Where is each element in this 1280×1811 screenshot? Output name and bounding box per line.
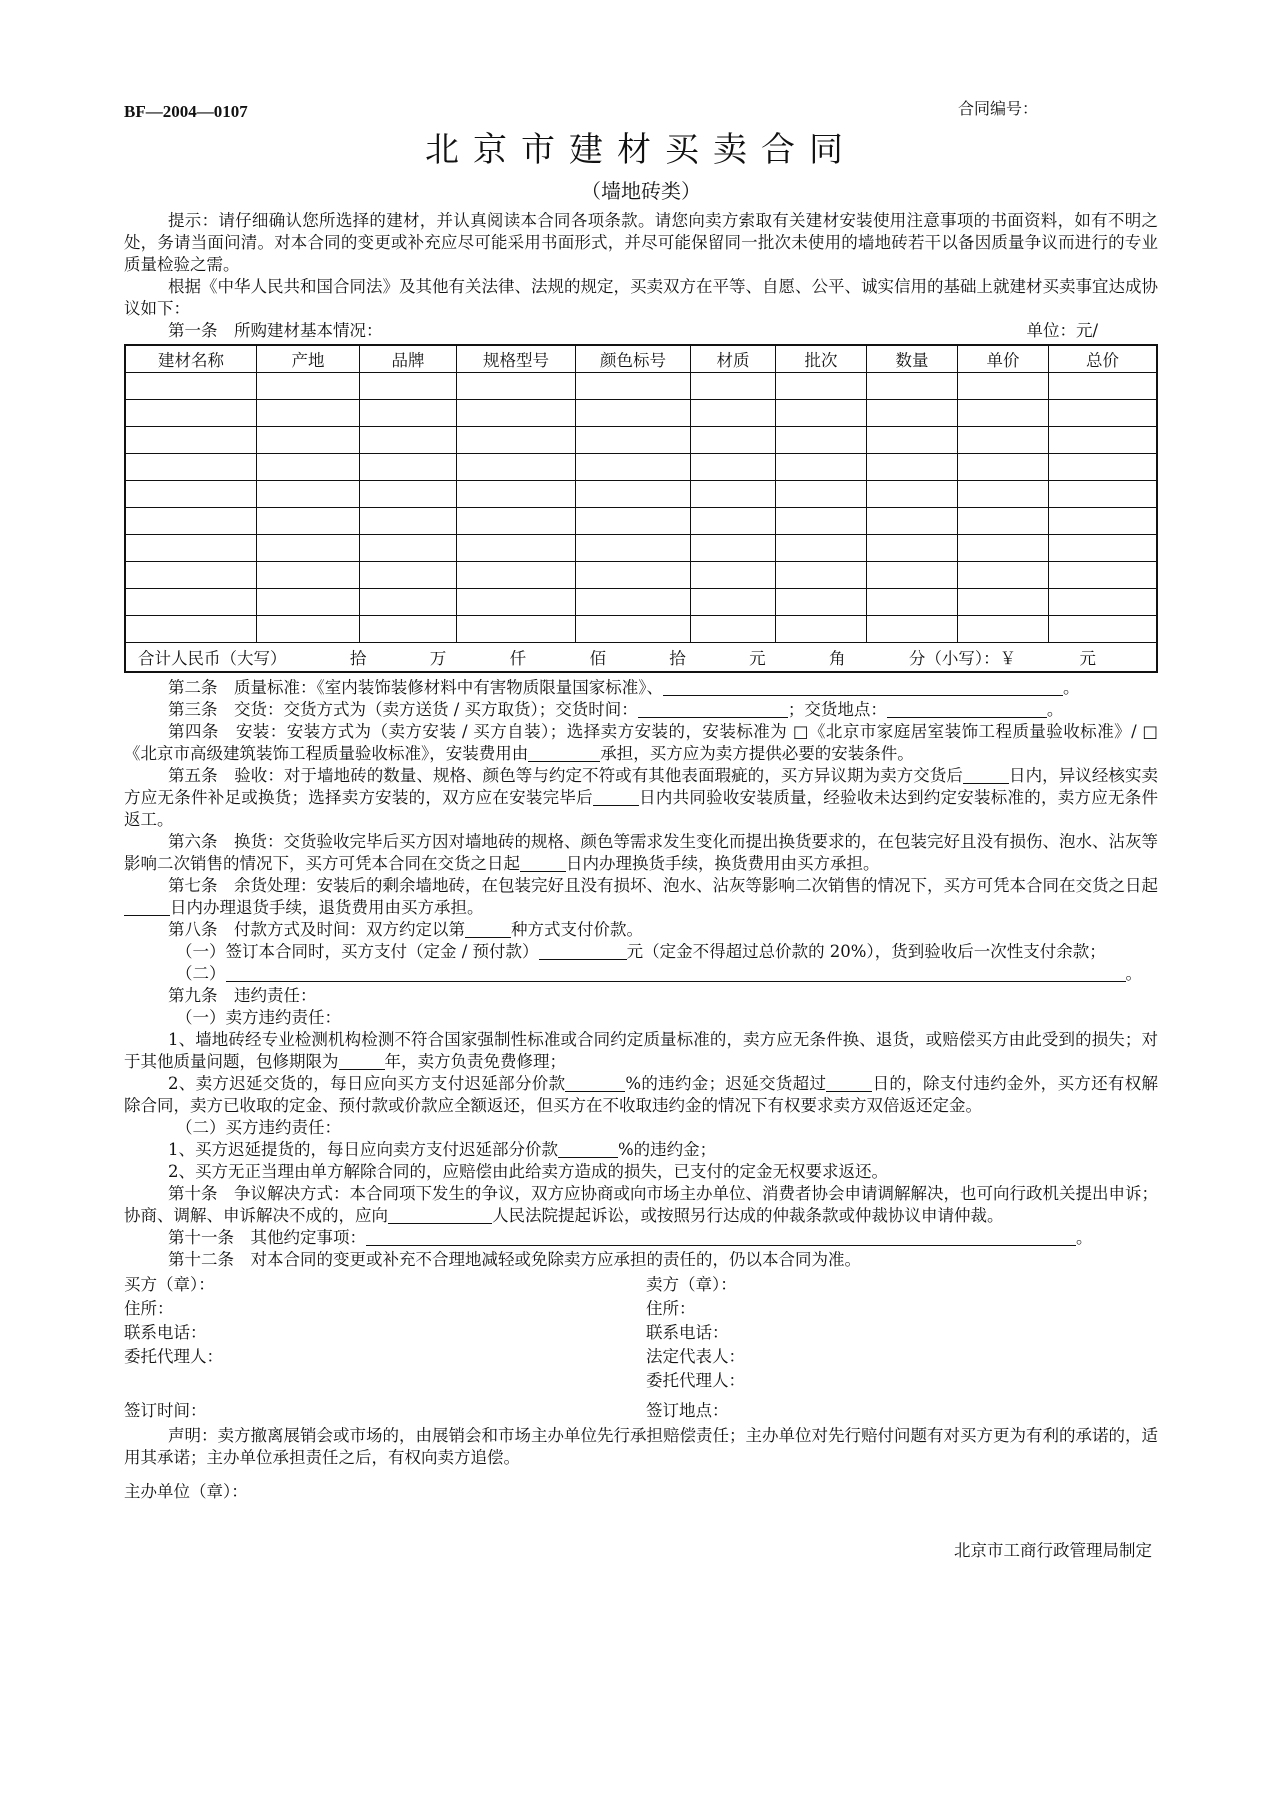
article-2 — [124, 677, 1158, 699]
delay-days-field[interactable] — [826, 1073, 872, 1092]
table-cell[interactable] — [576, 481, 691, 508]
col-header: 数量 — [867, 345, 958, 373]
table-cell[interactable] — [457, 535, 576, 562]
payment-method-2-field[interactable] — [226, 963, 1126, 982]
table-cell[interactable] — [691, 535, 776, 562]
total-cell[interactable] — [125, 643, 1157, 673]
article-2-text: 第二条 质量标准：《室内装饰装修材料中有害物质限量国家标准》、 — [168, 678, 663, 697]
signature-block — [124, 1273, 1158, 1393]
table-cell[interactable] — [691, 454, 776, 481]
table-cell[interactable] — [457, 427, 576, 454]
table-cell[interactable] — [867, 535, 958, 562]
article-8-text-b: 种方式支付价款。 — [511, 920, 643, 939]
article-5 — [124, 765, 1158, 831]
table-row — [125, 535, 1157, 562]
table-cell[interactable] — [457, 400, 576, 427]
total-unit: 元 — [1079, 649, 1096, 668]
table-cell[interactable] — [958, 454, 1049, 481]
table-cell[interactable] — [257, 616, 360, 643]
period: 。 — [1076, 1228, 1093, 1247]
table-cell[interactable] — [257, 589, 360, 616]
article-3-text: 第三条 交货：交货方式为（卖方送货 / 买方取货）；交货时间： — [168, 700, 638, 719]
seller-phone-label: 联系电话： — [646, 1323, 729, 1342]
article-10-text-b: 人民法院提起诉讼，或按照另行达成的仲裁条款或仲裁协议申请仲裁。 — [492, 1206, 1004, 1225]
table-cell[interactable] — [457, 373, 576, 400]
buyer-liability-1-text-b: %的违约金； — [618, 1140, 717, 1159]
total-unit: 角 — [829, 649, 846, 668]
table-cell[interactable] — [958, 535, 1049, 562]
total-unit: 拾 — [669, 649, 686, 668]
article-8-item-1-text: （一）签订本合同时，买方支付（定金 / 预付款） — [176, 942, 539, 961]
total-unit: 万 — [429, 649, 447, 668]
table-cell[interactable] — [257, 427, 360, 454]
table-cell[interactable] — [257, 400, 360, 427]
buyer-liability-1-text: 1、买方迟延提货的，每日应向卖方支付迟延部分价款 — [168, 1140, 558, 1159]
deposit-amount-field[interactable] — [539, 941, 627, 960]
table-cell[interactable] — [360, 589, 457, 616]
seller-agent-label: 委托代理人： — [646, 1371, 745, 1390]
form-code: BF—2004—0107 — [124, 102, 248, 121]
table-cell[interactable] — [776, 616, 867, 643]
table-cell[interactable] — [1049, 481, 1158, 508]
table-cell[interactable] — [1049, 427, 1158, 454]
table-cell[interactable] — [691, 400, 776, 427]
buyer-agent-label: 委托代理人： — [124, 1347, 223, 1366]
intro-basis: 根据《中华人民共和国合同法》及其他有关法律、法规的规定，买卖双方在平等、自愿、公平、诚实信用的基础上就建材买卖事宜达成协议如下： — [124, 277, 1158, 318]
seller-liability-2-text: 2、卖方迟延交货的，每日应向买方支付迟延部分价款 — [168, 1074, 566, 1093]
table-cell[interactable] — [125, 454, 257, 481]
table-cell[interactable] — [1049, 400, 1158, 427]
table-cell[interactable] — [867, 454, 958, 481]
article-11 — [124, 1227, 1158, 1249]
seller-liability-2-text-b: %的违约金；迟延交货超过 — [625, 1074, 827, 1093]
table-cell[interactable] — [776, 589, 867, 616]
table-cell[interactable] — [776, 481, 867, 508]
article-1-label: 第一条 所购建材基本情况： — [168, 321, 383, 340]
table-cell[interactable] — [125, 481, 257, 508]
table-cell[interactable] — [867, 373, 958, 400]
delivery-time-field[interactable] — [638, 699, 788, 718]
table-cell[interactable] — [958, 481, 1049, 508]
table-cell[interactable] — [776, 427, 867, 454]
table-cell[interactable] — [958, 373, 1049, 400]
buyer-phone-label: 联系电话： — [124, 1323, 207, 1342]
host-unit-label: 主办单位（章）： — [124, 1482, 248, 1501]
table-cell[interactable] — [457, 481, 576, 508]
table-cell[interactable] — [457, 454, 576, 481]
statement: 声明：卖方撤离展销会或市场的，由展销会和市场主办单位先行承担赔偿责任；主办单位对先行赔付问题有对买方更为有利的承诺的，适用其承诺；主办单位承担责任之后，有权向卖方追偿。 — [124, 1426, 1158, 1467]
seller-penalty-rate-field[interactable] — [565, 1073, 625, 1092]
article-11-text: 第十一条 其他约定事项： — [168, 1228, 366, 1247]
table-cell[interactable] — [125, 373, 257, 400]
table-cell[interactable] — [867, 481, 958, 508]
article-8-item-1 — [124, 941, 1158, 963]
table-cell[interactable] — [360, 562, 457, 589]
sign-place-label: 签订地点： — [646, 1401, 729, 1420]
seller-liability-1 — [124, 1029, 1158, 1073]
table-cell[interactable] — [360, 616, 457, 643]
period: 。 — [1046, 700, 1064, 719]
article-1-heading — [124, 320, 1158, 342]
install-fee-payer-field[interactable] — [528, 743, 600, 762]
article-4 — [124, 721, 1158, 765]
table-cell[interactable] — [576, 562, 691, 589]
table-cell[interactable] — [958, 589, 1049, 616]
table-cell[interactable] — [691, 616, 776, 643]
other-terms-field[interactable] — [366, 1227, 1076, 1246]
table-cell[interactable] — [867, 616, 958, 643]
quality-standard-field[interactable] — [663, 677, 1063, 696]
table-cell[interactable] — [867, 589, 958, 616]
goods-table — [124, 344, 1158, 673]
table-cell[interactable] — [691, 373, 776, 400]
table-cell[interactable] — [457, 616, 576, 643]
exchange-days-field[interactable] — [520, 853, 566, 872]
table-cell[interactable] — [576, 427, 691, 454]
col-header: 颜色标号 — [576, 345, 691, 373]
table-cell[interactable] — [958, 616, 1049, 643]
table-cell[interactable] — [125, 508, 257, 535]
table-cell[interactable] — [776, 508, 867, 535]
table-cell[interactable] — [576, 508, 691, 535]
article-8 — [124, 919, 1158, 941]
article-10-text: 第十条 争议解决方式：本合同项下发生的争议，双方应协商或向市场主办单位、消费者协会申请调解解决，也可向行政机关提出申诉；协商、调解、申诉解决不成的，应向 — [124, 1184, 1158, 1225]
table-cell[interactable] — [1049, 535, 1158, 562]
table-cell[interactable] — [1049, 508, 1158, 535]
table-cell[interactable] — [958, 508, 1049, 535]
article-3 — [124, 699, 1158, 721]
table-cell[interactable] — [125, 535, 257, 562]
table-cell[interactable] — [776, 535, 867, 562]
table-cell[interactable] — [958, 400, 1049, 427]
issuer: 北京市工商行政管理局制定 — [954, 1541, 1152, 1560]
table-cell[interactable] — [360, 535, 457, 562]
table-cell[interactable] — [257, 373, 360, 400]
page-subtitle: （墙地砖类） — [581, 179, 701, 203]
table-cell[interactable] — [691, 589, 776, 616]
seller-liability-1-text: 1、墙地砖经专业检测机构检测不符合国家强制性标准或合同约定质量标准的，卖方应无条件换、退货，或赔偿买方由此受到的损失；对于其他质量问题，包修期限为 — [124, 1030, 1158, 1071]
article-6 — [124, 831, 1158, 875]
table-cell[interactable] — [360, 373, 457, 400]
col-header: 建材名称 — [125, 345, 257, 373]
unit-label: 单位：元/ — [1026, 321, 1098, 340]
buyer-seal-label: 买方（章）： — [124, 1275, 215, 1294]
sign-info — [124, 1399, 1158, 1423]
col-header: 产地 — [257, 345, 360, 373]
table-cell[interactable] — [576, 616, 691, 643]
buyer-liability-2: 2、买方无正当理由单方解除合同的，应赔偿由此给卖方造成的损失，已支付的定金无权要求返还。 — [168, 1162, 888, 1181]
table-cell[interactable] — [1049, 562, 1158, 589]
seller-signature — [636, 1273, 1158, 1393]
seller-liability-1-text-b: 年，卖方负责免费修理； — [384, 1052, 566, 1071]
table-row — [125, 373, 1157, 400]
buyer-signature — [124, 1273, 636, 1393]
court-field[interactable] — [388, 1205, 492, 1224]
article-4-text-b: 承担，买方应为卖方提供必要的安装条件。 — [600, 744, 914, 763]
table-cell[interactable] — [867, 400, 958, 427]
buyer-liability-1 — [124, 1139, 1158, 1161]
total-unit: 佰 — [589, 649, 606, 668]
table-cell[interactable] — [257, 454, 360, 481]
article-7 — [124, 875, 1158, 919]
table-cell[interactable] — [576, 535, 691, 562]
table-cell[interactable] — [1049, 589, 1158, 616]
page-title: 北京市建材买卖合同 — [425, 130, 857, 170]
seller-liability-2 — [124, 1073, 1158, 1117]
buyer-penalty-rate-field[interactable] — [558, 1139, 618, 1158]
table-cell[interactable] — [576, 454, 691, 481]
article-8-item-2-label: （二） — [176, 964, 226, 983]
article-7-text: 第七条 余货处理：安装后的剩余墙地砖，在包装完好且没有损坏、泡水、沾灰等影响二次销售的情况下，买方可凭本合同在交货之日起 — [168, 876, 1158, 895]
seller-liability-heading: （一）卖方违约责任： — [176, 1008, 341, 1027]
table-cell[interactable] — [691, 481, 776, 508]
warranty-years-field[interactable] — [339, 1051, 385, 1070]
table-cell[interactable] — [867, 562, 958, 589]
table-cell[interactable] — [776, 373, 867, 400]
article-7-text-b: 日内办理退货手续，退货费用由买方承担。 — [170, 898, 484, 917]
table-cell[interactable] — [360, 400, 457, 427]
table-cell[interactable] — [457, 589, 576, 616]
seller-legal-rep-label: 法定代表人： — [646, 1347, 745, 1366]
article-5-text-c: 日内共同验收安装质量，经验收未达到约定安装标准的，卖方应无条件返工。 — [124, 788, 1159, 829]
table-cell[interactable] — [125, 589, 257, 616]
col-header: 材质 — [691, 345, 776, 373]
table-row — [125, 562, 1157, 589]
table-cell[interactable] — [1049, 616, 1158, 643]
table-cell[interactable] — [1049, 373, 1158, 400]
buyer-address-label: 住所： — [124, 1299, 174, 1318]
table-cell[interactable] — [691, 508, 776, 535]
article-9-label: 第九条 违约责任： — [168, 986, 317, 1005]
col-header: 规格型号 — [457, 345, 576, 373]
article-8-text: 第八条 付款方式及时间：双方约定以第 — [168, 920, 465, 939]
table-row — [125, 427, 1157, 454]
table-row — [125, 616, 1157, 643]
article-12: 第十二条 对本合同的变更或补充不合理地减轻或免除卖方应承担的责任的，仍以本合同为准。 — [168, 1250, 861, 1269]
table-cell[interactable] — [257, 481, 360, 508]
article-6-text-b: 日内办理换货手续，换货费用由买方承担。 — [566, 854, 880, 873]
table-cell[interactable] — [691, 427, 776, 454]
seller-liability-2-text-c: 日的，除支付违约金外，买方还有权解除合同，卖方已收取的定金、预付款或价款应全额返还，但买方在不收取违约金的情况下有权要求卖方双倍返还定金。 — [124, 1074, 1158, 1115]
table-cell[interactable] — [125, 400, 257, 427]
table-cell[interactable] — [776, 400, 867, 427]
col-header: 总价 — [1049, 345, 1158, 373]
table-cell[interactable] — [360, 508, 457, 535]
table-row — [125, 400, 1157, 427]
total-line — [138, 645, 1156, 669]
table-cell[interactable] — [125, 427, 257, 454]
total-unit: 拾 — [349, 649, 367, 668]
table-cell[interactable] — [457, 562, 576, 589]
table-row — [125, 481, 1157, 508]
table-cell[interactable] — [1049, 454, 1158, 481]
table-cell[interactable] — [776, 562, 867, 589]
header — [124, 90, 1158, 120]
table-cell[interactable] — [125, 562, 257, 589]
table-cell[interactable] — [958, 427, 1049, 454]
payment-method-field[interactable] — [465, 919, 511, 938]
article-6-text: 第六条 换货：交货验收完毕后买方因对墙地砖的规格、颜色等需求发生变化而提出换货要求的，在包装完好且没有损伤、泡水、沾灰等影响二次销售的情况下，买方可凭本合同在交货之日起 — [124, 832, 1158, 873]
table-cell[interactable] — [867, 427, 958, 454]
table-cell[interactable] — [776, 454, 867, 481]
table-cell[interactable] — [360, 454, 457, 481]
period: 。 — [1125, 964, 1142, 983]
table-cell[interactable] — [125, 616, 257, 643]
table-cell[interactable] — [457, 508, 576, 535]
table-cell[interactable] — [576, 373, 691, 400]
article-5-text: 第五条 验收：对于墙地砖的数量、规格、颜色等与约定不符或有其他表面瑕疵的，买方异议期为卖方交货后 — [168, 766, 963, 785]
article-4-text: 第四条 安装：安装方式为（卖方安装 / 买方自装）；选择卖方安装的，安装标准为 □《北京市家庭居室装饰工程质量验收标准》/ □《北京市高级建筑装饰工程质量验收标准》，安装费用由 — [124, 722, 1158, 763]
table-cell[interactable] — [257, 508, 360, 535]
table-cell[interactable] — [576, 400, 691, 427]
table-body — [125, 373, 1157, 643]
contract-number-label: 合同编号： — [957, 99, 1038, 118]
total-unit: 仟 — [509, 649, 527, 668]
acceptance-days-field[interactable] — [593, 787, 639, 806]
sign-time-label: 签订时间： — [124, 1401, 207, 1420]
period: 。 — [1063, 678, 1080, 697]
total-unit: 分（小写）：￥ — [908, 649, 1017, 668]
table-row — [125, 454, 1157, 481]
contract-page — [124, 90, 1158, 1561]
intro-tip: 提示：请仔细确认您所选择的建材，并认真阅读本合同各项条款。请您向卖方索取有关建材安装使用注意事项的书面资料，如有不明之处，务请当面问清。对本合同的变更或补充应尽可能采用书面形式，并尽可能保留同一批次未使用的墙地砖若干以备因质量争议而进行的专业质量检验之需。 — [124, 211, 1158, 274]
col-header: 品牌 — [360, 345, 457, 373]
article-8-item-1-text-b: 元（定金不得超过总价款的 20%），货到验收后一次性支付余款； — [626, 942, 1106, 961]
table-cell[interactable] — [576, 589, 691, 616]
table-cell[interactable] — [867, 508, 958, 535]
table-header-row — [125, 345, 1157, 373]
seller-seal-label: 卖方（章）： — [646, 1275, 737, 1294]
table-cell[interactable] — [360, 481, 457, 508]
total-unit: 元 — [749, 649, 766, 668]
total-label: 合计人民币（大写） — [138, 649, 287, 668]
article-10 — [124, 1183, 1158, 1227]
return-days-field[interactable] — [124, 897, 170, 916]
total-row — [125, 643, 1157, 673]
table-cell[interactable] — [257, 535, 360, 562]
table-cell[interactable] — [360, 427, 457, 454]
table-cell[interactable] — [958, 562, 1049, 589]
delivery-place-field[interactable] — [887, 699, 1047, 718]
buyer-liability-heading: （二）买方违约责任： — [176, 1118, 341, 1137]
article-3-text-b: ；交货地点： — [787, 700, 887, 719]
table-cell[interactable] — [257, 562, 360, 589]
col-header: 批次 — [776, 345, 867, 373]
table-cell[interactable] — [691, 562, 776, 589]
col-header: 单价 — [958, 345, 1049, 373]
article-5-text-b: 日内，异议经核实卖方应无条件补足或换货；选择卖方安装的，双方应在安装完毕后 — [124, 766, 1159, 807]
objection-days-field[interactable] — [963, 765, 1009, 784]
table-row — [125, 589, 1157, 616]
article-8-item-2 — [124, 963, 1158, 985]
table-row — [125, 508, 1157, 535]
seller-address-label: 住所： — [646, 1299, 696, 1318]
